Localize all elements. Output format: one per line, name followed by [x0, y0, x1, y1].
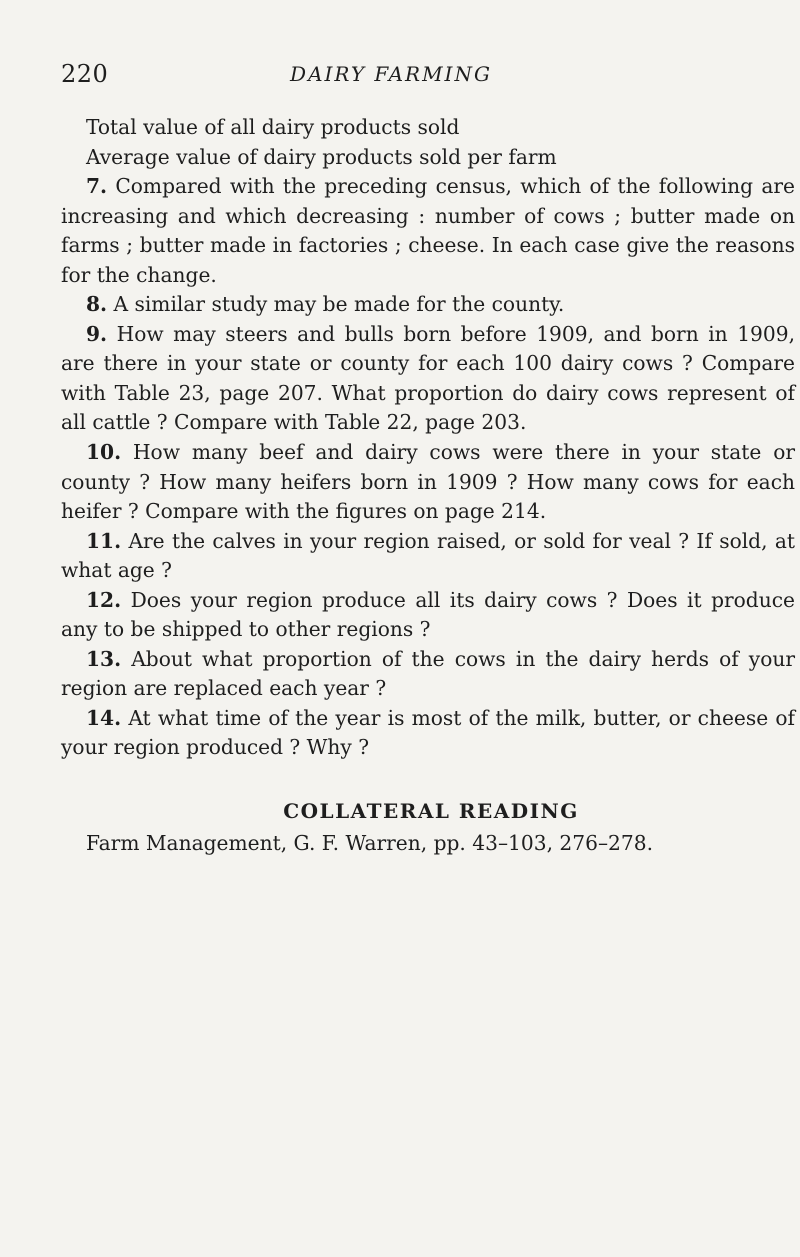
- question-10: [61, 438, 795, 527]
- question-text: Does your region produce all its dairy cows ? Does it produce any to be shipped to other regions ?: [61, 587, 795, 642]
- question-12: [61, 586, 795, 645]
- question-text: About what proportion of the cows in the dairy herds of your region are replaced each year ?: [61, 646, 795, 701]
- question-text: At what time of the year is most of the milk, butter, or cheese of your region produced ? Why ?: [61, 705, 795, 760]
- question-number: 13.: [86, 646, 122, 671]
- collateral-reading-heading: COLLATERAL READING: [283, 799, 579, 824]
- question-number: 9.: [86, 321, 108, 346]
- question-number: 11.: [86, 528, 122, 553]
- page-number: 220: [61, 60, 109, 88]
- question-number: 10.: [86, 440, 122, 465]
- collateral-reading-entry: Farm Management, G. F. Warren, pp. 43–103, 276–278.: [86, 830, 653, 855]
- body-text: [61, 113, 795, 858]
- question-number: 7.: [86, 174, 108, 199]
- question-number: 8.: [86, 292, 108, 317]
- question-9: [61, 320, 795, 438]
- question-8: [61, 290, 795, 320]
- question-number: 14.: [86, 705, 122, 730]
- question-number: 12.: [86, 587, 122, 612]
- running-head: [61, 60, 691, 96]
- question-text: How may steers and bulls born before 1909, and born in 1909, are there in your state or county for each 100 dairy cows ? Compare with Table 23, page 207. What proportion do dairy cows represent of all cattle ? Compare with Table 22, page 203.: [61, 321, 795, 435]
- running-title: DAIRY FARMING: [290, 62, 492, 86]
- question-11: [61, 527, 795, 586]
- question-7: [61, 172, 795, 290]
- question-text: Are the calves in your region raised, or sold for veal ? If sold, at what age ?: [61, 528, 795, 583]
- average-value-line: Average value of dairy products sold per farm: [86, 144, 557, 169]
- question-text: How many beef and dairy cows were there in your state or county ? How many heifers born in 1909 ? How many cows for each heifer ? Compare with the figures on page 214.: [61, 440, 795, 524]
- question-14: [61, 704, 795, 763]
- question-text: A similar study may be made for the county.: [107, 292, 565, 317]
- question-13: [61, 645, 795, 704]
- question-text: Compared with the preceding census, which of the following are increasing and which decreasing : number of cows ; butter made on farms ; butter made in factories ; cheese. In each case give the reasons for the change.: [61, 174, 795, 287]
- total-value-line: Total value of all dairy products sold: [86, 115, 460, 139]
